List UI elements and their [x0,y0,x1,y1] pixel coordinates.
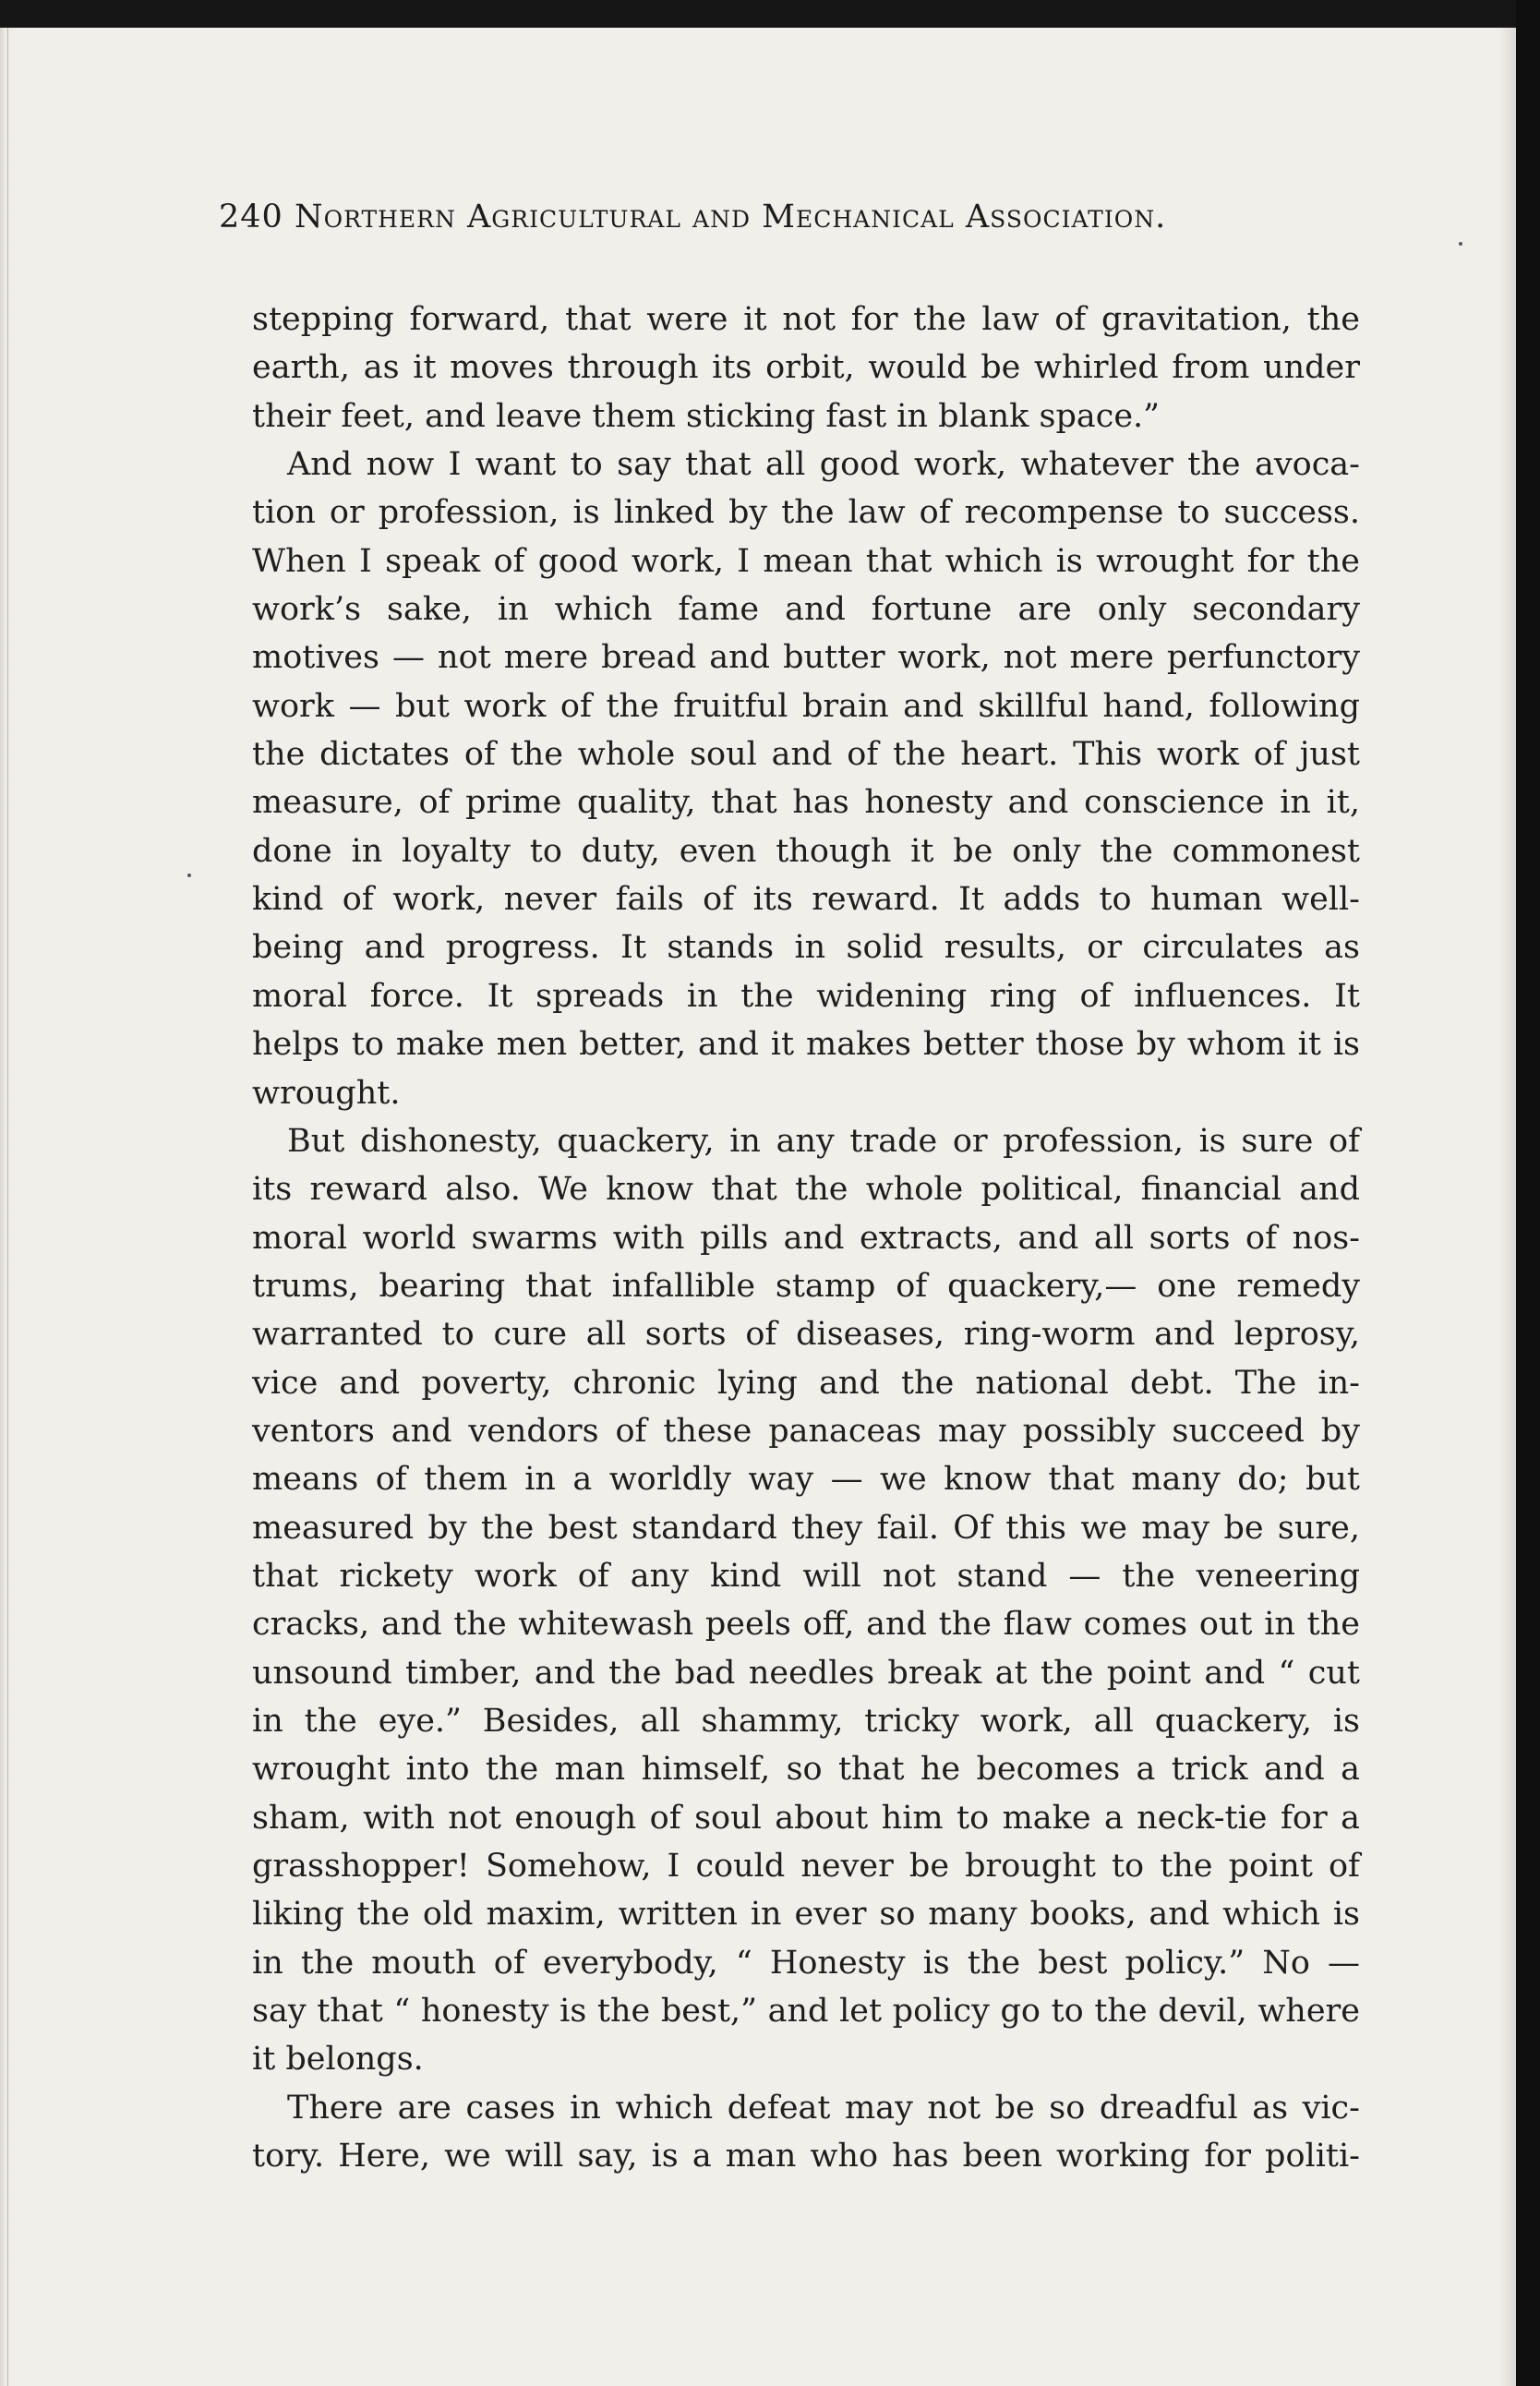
text-line: measure, of prime quality, that has honesty and conscience in it, [252,784,1360,822]
page-left-edge [0,28,18,2386]
text-line: And now I want to say that all good work, whatever the avoca- [287,446,1360,484]
running-header [219,199,1299,235]
text-line: ventors and vendors of these panaceas may possibly succeed by [252,1412,1360,1450]
text-line: say that “ honesty is the best,” and let policy go to the devil, where [252,1993,1360,2031]
running-title: Northern Agricultural and Mechanical Association. [294,199,1167,235]
speck-mark [187,874,191,877]
text-line: it belongs. [252,2041,424,2079]
text-line: their feet, and leave them sticking fast in blank space.” [252,397,1161,435]
speck-mark [1459,242,1462,246]
text-line: its reward also. We know that the whole political, financial and [252,1171,1360,1209]
scan-right-border [1516,0,1540,2386]
text-line: warranted to cure all sorts of diseases, ring-worm and leprosy, [252,1316,1360,1354]
page-gutter-line [7,28,8,2386]
text-line: moral world swarms with pills and extracts, and all sorts of nos- [252,1219,1360,1257]
text-line: wrought. [252,1074,401,1112]
text-line: being and progress. It stands in solid results, or circulates as [252,929,1360,967]
text-line: liking the old maxim, written in ever so many books, and which is [252,1896,1360,1934]
text-line: When I speak of good work, I mean that which is wrought for the [252,542,1360,580]
text-line: in the eye.” Besides, all shammy, tricky work, all quackery, is [252,1702,1360,1740]
text-line: trums, bearing that infallible stamp of quackery,— one remedy [252,1267,1360,1305]
text-line: measured by the best standard they fail. Of this we may be sure, [252,1509,1360,1547]
text-line: But dishonesty, quackery, in any trade or profession, is sure of [287,1122,1360,1160]
page-right-shadow [1499,28,1516,2386]
text-line: work’s sake, in which fame and fortune are only secondary [252,591,1360,629]
text-line: helps to make men better, and it makes better those by whom it is [252,1026,1360,1064]
text-line: grasshopper! Somehow, I could never be brought to the point of [252,1848,1360,1885]
text-line: that rickety work of any kind will not stand — the veneering [252,1557,1360,1595]
text-line: tory. Here, we will say, is a man who has been working for politi- [252,2138,1360,2175]
text-line: stepping forward, that were it not for the law of gravitation, the [252,301,1360,338]
text-line: the dictates of the whole soul and of the heart. This work of just [252,736,1360,774]
text-line: cracks, and the whitewash peels off, and the flaw comes out in the [252,1606,1360,1644]
text-line: means of them in a worldly way — we know that many do; but [252,1461,1360,1499]
text-line: earth, as it moves through its orbit, would be whirled from under [252,349,1360,387]
text-line: tion or profession, is linked by the law of recompense to success. [252,494,1360,532]
text-line: sham, with not enough of soul about him to make a neck-tie for a [252,1799,1360,1837]
text-line: done in loyalty to duty, even though it be only the commonest [252,832,1360,870]
text-line: in the mouth of everybody, “ Honesty is the best policy.” No — [252,1944,1360,1982]
body-text [252,295,1360,2180]
text-line: motives — not mere bread and butter work, not mere perfunctory [252,639,1360,677]
text-line: work — but work of the fruitful brain and skillful hand, following [252,687,1360,725]
page-number: 240 [219,199,283,235]
text-line: vice and poverty, chronic lying and the national debt. The in- [252,1364,1360,1402]
text-line: kind of work, never fails of its reward. It adds to human well- [252,881,1360,919]
text-line: moral force. It spreads in the widening ring of influences. It [252,977,1360,1015]
text-line: There are cases in which defeat may not be so dreadful as vic- [287,2089,1360,2127]
text-line: wrought into the man himself, so that he becomes a trick and a [252,1751,1360,1789]
text-line: unsound timber, and the bad needles break at the point and “ cut [252,1654,1360,1692]
